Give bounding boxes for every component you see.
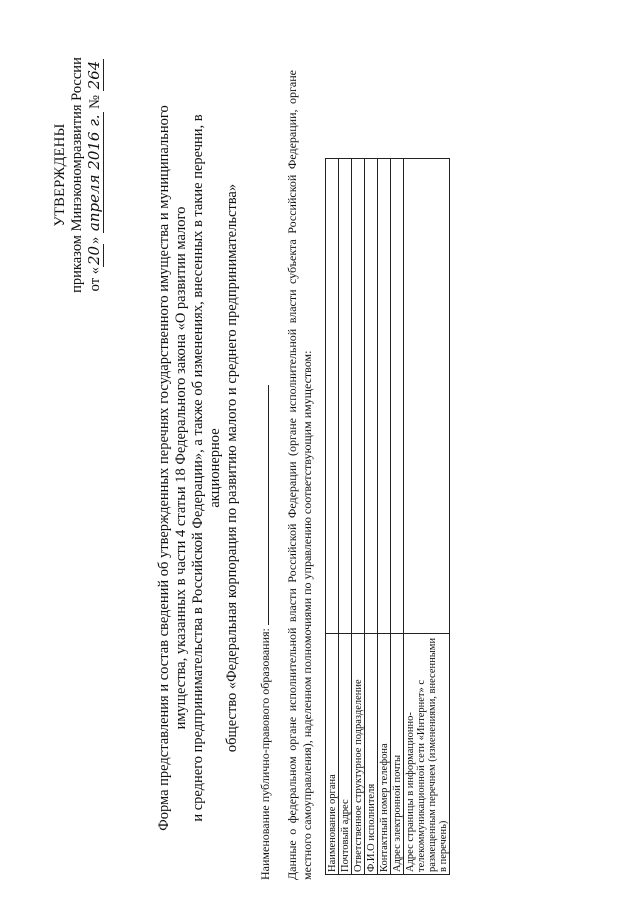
approval-heading: УТВЕРЖДЕНЫ (52, 123, 68, 227)
row-value-cell (378, 159, 391, 634)
row-value-cell (365, 159, 378, 634)
intro-paragraph: Данные о федеральном органе исполнительной власти Российской Федерации (органе исполнительной власти субъекта Российской Федерации, органе местного самоуправления), наделенном полномочиями по управлению соответствующим имуществом: (285, 70, 314, 880)
table-row (404, 159, 450, 875)
entity-name-label: Наименование публично-правового образования: (258, 628, 272, 880)
table-row (378, 159, 391, 875)
row-value-cell (352, 159, 365, 634)
authority-info-table (325, 158, 450, 875)
row-label: Контактный номер телефона (378, 634, 391, 875)
row-label: Ответственное структурное подразделение (352, 634, 365, 875)
approval-block (52, 45, 104, 305)
row-value-cell (339, 159, 352, 634)
row-value-cell (404, 159, 450, 634)
row-label: Почтовый адрес (339, 634, 352, 875)
date-prefix: от « (87, 267, 103, 292)
row-label: Наименование органа (326, 634, 339, 875)
title-line-3: и среднего предпринимательства в Российской Федерации», а также об изменениях, внесенных в такие перечни, в акционерное (190, 114, 223, 822)
title-line-2: имущества, указанных в части 4 статьи 18 Федерального закона «О развитии малого (173, 206, 189, 730)
table-row (339, 159, 352, 875)
handwritten-month-year: апреля 2016 г. (85, 114, 103, 232)
entity-name-field (258, 280, 272, 880)
title-line-1: Форма представления и состав сведений об утвержденных перечнях государственного имущества и муниципального (156, 105, 172, 831)
table-row (365, 159, 378, 875)
order-date-line (86, 45, 104, 305)
row-label: Ф.И.О исполнителя (365, 634, 378, 875)
row-label: Адрес электронной почты (391, 634, 404, 875)
table-row (391, 159, 404, 875)
document-title (156, 93, 241, 843)
approval-line: приказом Минэкономразвития России (69, 57, 85, 293)
table-row (326, 159, 339, 875)
handwritten-day: 20 (85, 245, 103, 266)
number-label: № (87, 94, 103, 113)
row-value-cell (391, 159, 404, 634)
table-row (352, 159, 365, 875)
title-line-4: общество «Федеральная корпорация по развитию малого и среднего предпринимательства» (224, 183, 240, 753)
date-mid: » (87, 233, 103, 244)
row-label: Адрес страницы в информационно-телекоммуникационной сети «Интернет» с размещенным перечнем (изменениями, внесенными в перечень) (404, 634, 450, 875)
handwritten-order-number: 264 (85, 60, 103, 90)
row-value-cell (326, 159, 339, 634)
entity-name-blank-line (258, 385, 269, 625)
